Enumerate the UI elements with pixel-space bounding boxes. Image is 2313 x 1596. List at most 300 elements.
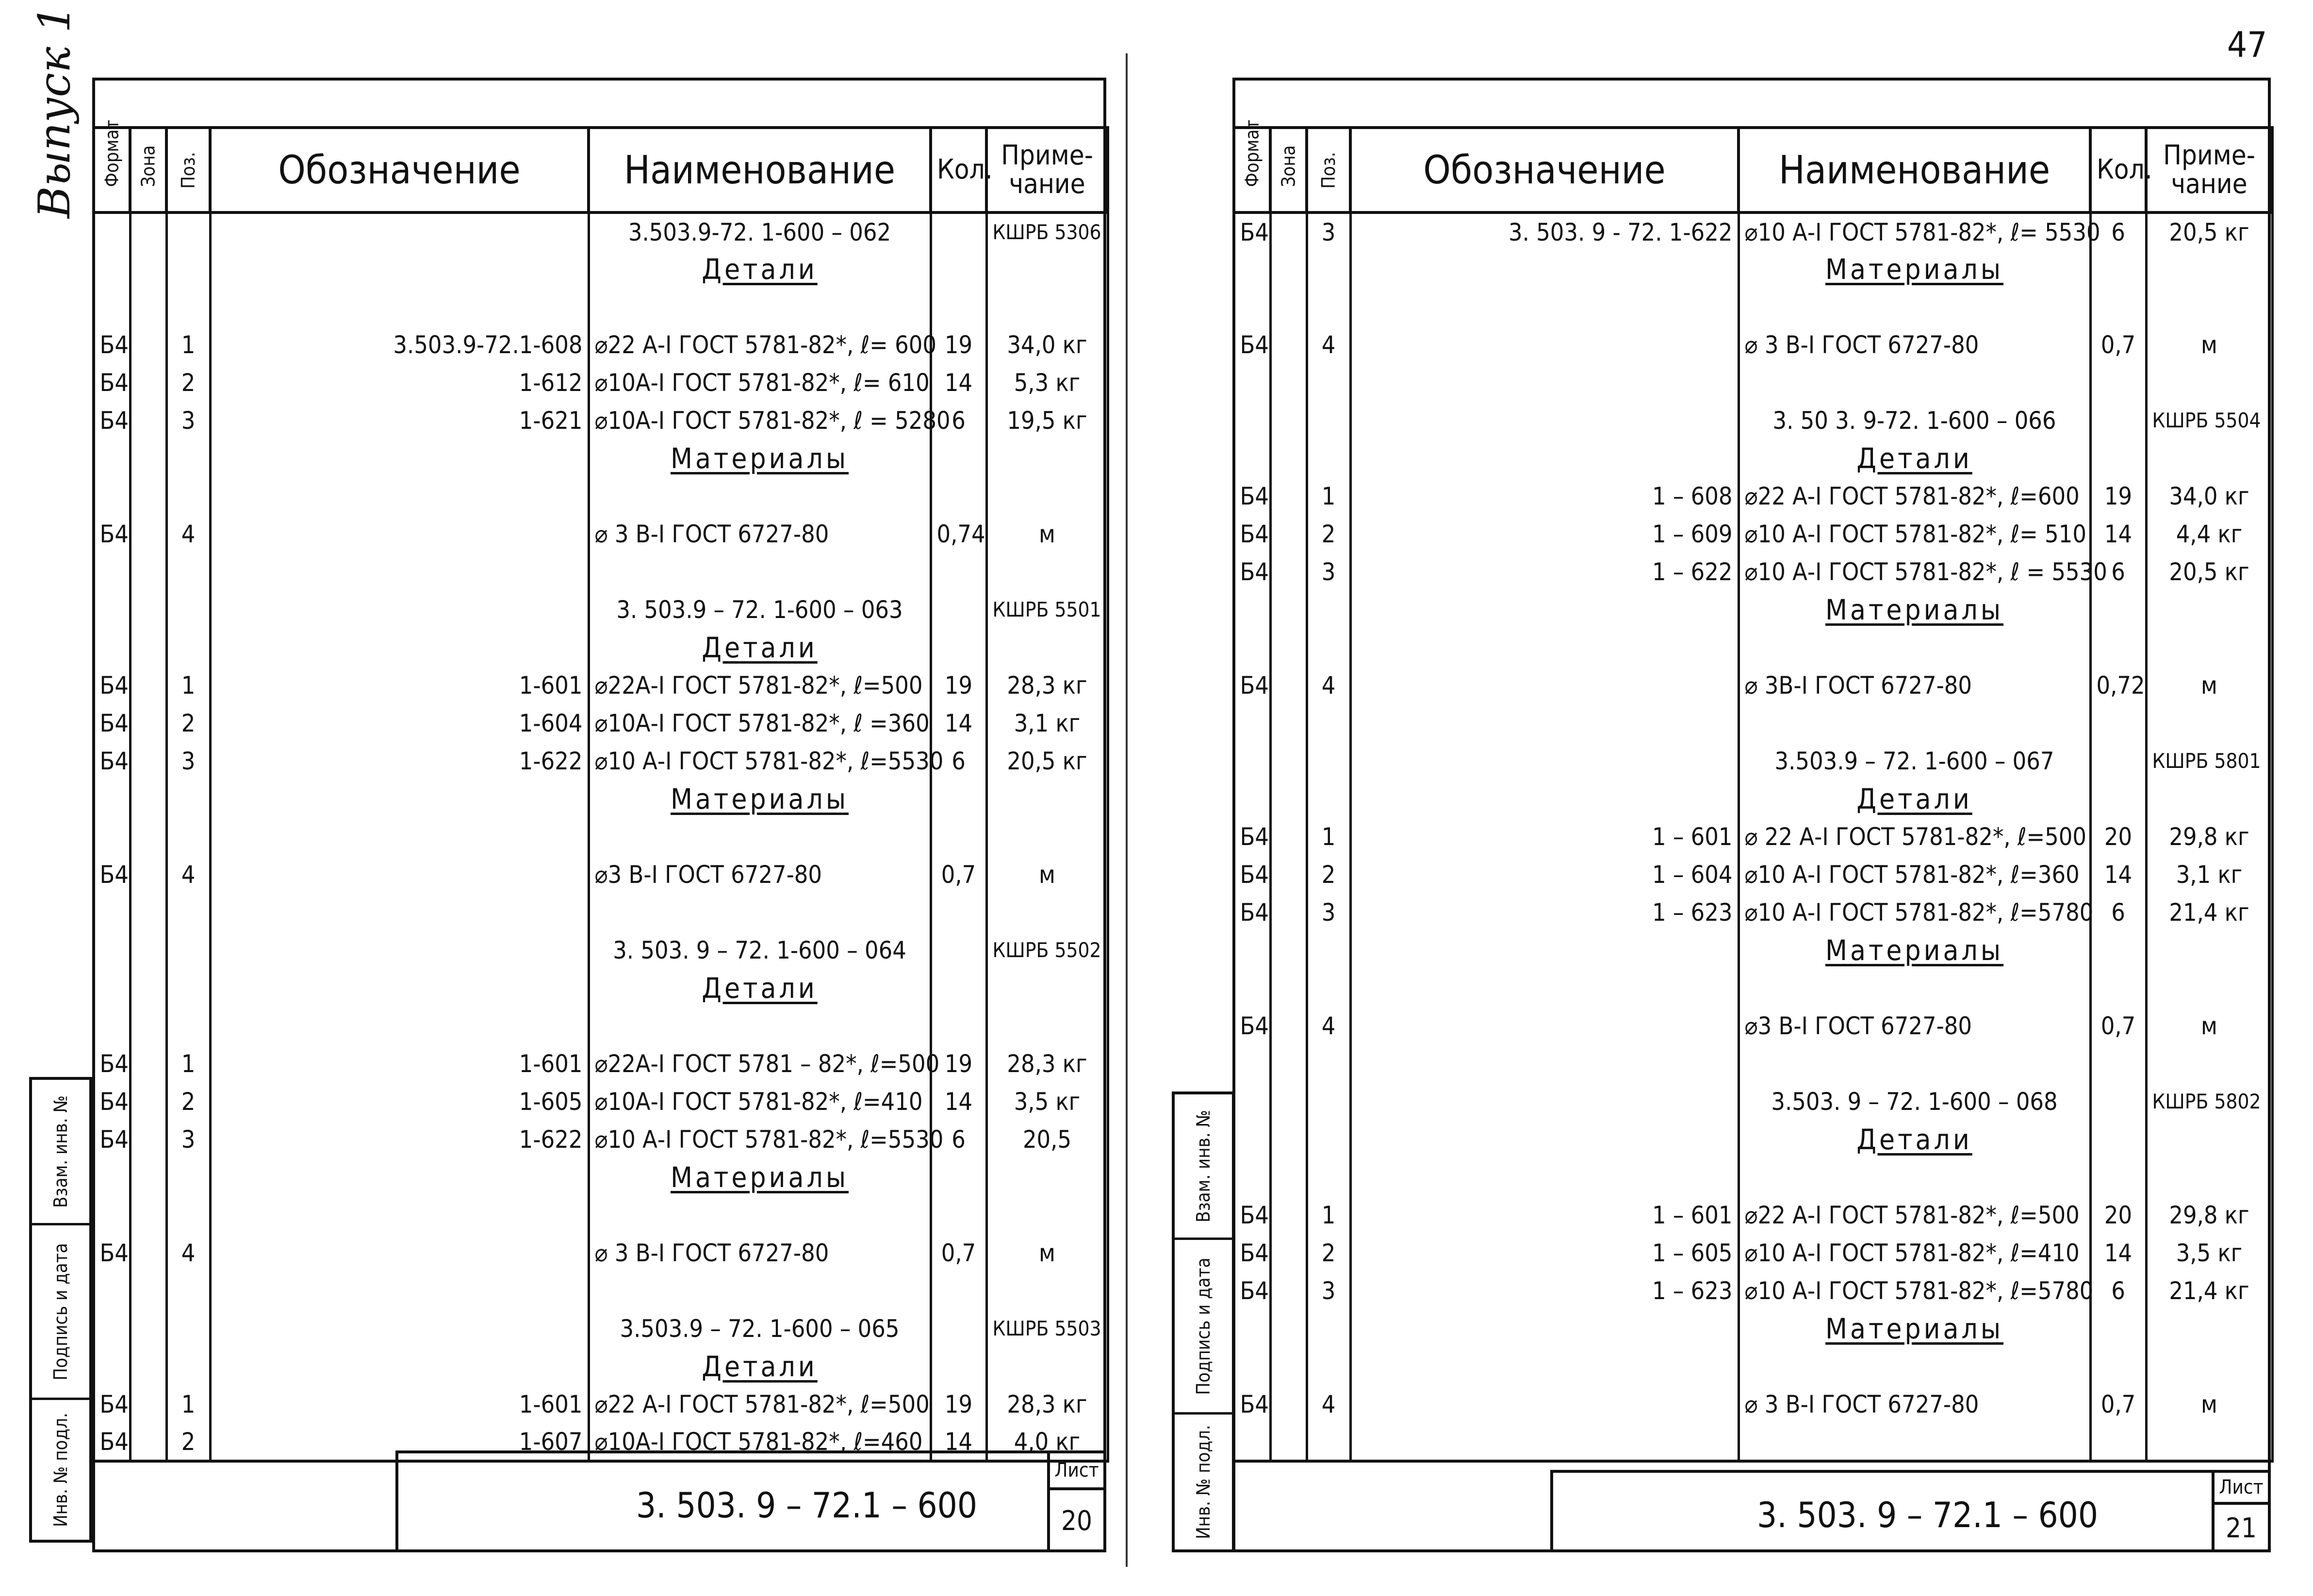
designation-cell	[1350, 667, 1739, 704]
zone-cell	[1270, 856, 1307, 894]
designation-cell	[1350, 402, 1739, 440]
zone-cell	[1270, 629, 1307, 667]
pos-cell: 2	[166, 1083, 210, 1121]
pos-cell	[1307, 629, 1350, 667]
zone-cell	[130, 515, 166, 553]
col-name-header: Наименование	[589, 128, 931, 212]
pos-cell	[166, 288, 210, 326]
format-cell	[1234, 629, 1270, 667]
zone-cell	[130, 553, 166, 591]
spec-row	[94, 667, 1108, 704]
zone-cell	[130, 969, 166, 1007]
section-title: Детали	[702, 972, 818, 1005]
note-cell	[2146, 1121, 2272, 1158]
spec-row	[1234, 969, 2272, 1007]
zone-cell	[130, 894, 166, 931]
qty-cell	[931, 1348, 986, 1385]
spec-row	[1234, 212, 2272, 250]
note-cell	[2146, 250, 2272, 288]
format-cell: Б4	[94, 1121, 130, 1158]
pos-cell	[1307, 288, 1350, 326]
left-sheet-label: Лист	[1047, 1453, 1103, 1490]
left-side-instead-inv: Взам. инв. №	[32, 1080, 89, 1225]
left-side-stamp	[29, 1077, 92, 1543]
qty-cell	[2090, 1045, 2146, 1083]
format-cell: Б4	[1234, 326, 1270, 364]
zone-cell	[130, 742, 166, 780]
format-cell: Б4	[94, 1083, 130, 1121]
spec-row	[1234, 856, 2272, 894]
format-cell	[94, 553, 130, 591]
designation-cell	[1350, 1007, 1739, 1045]
name-cell: ⌀22А-I ГОСТ 5781 – 82*, ℓ=500	[589, 1045, 931, 1083]
section-title: Материалы	[1825, 1312, 2004, 1345]
name-cell: ⌀10А-I ГОСТ 5781-82*, ℓ= 610	[589, 364, 931, 402]
designation-cell: 3.503.9-72.1-608	[210, 326, 589, 364]
note-cell: 3,5 кг	[986, 1083, 1108, 1121]
pos-cell	[166, 894, 210, 931]
zone-cell	[1270, 1310, 1307, 1348]
note-cell: м	[2146, 1385, 2272, 1423]
spec-row	[94, 742, 1108, 780]
zone-cell	[130, 402, 166, 440]
zone-cell	[1270, 591, 1307, 629]
designation-cell: 1 – 608	[1350, 477, 1739, 515]
note-cell	[986, 288, 1108, 326]
name-cell: ⌀10 А-I ГОСТ 5781-82*, ℓ=5780	[1739, 1272, 2090, 1310]
designation-cell: 3. 503. 9 - 72. 1-622	[1350, 212, 1739, 250]
qty-cell: 6	[2090, 1272, 2146, 1310]
pos-cell: 3	[1307, 212, 1350, 250]
name-cell	[1739, 1121, 2090, 1158]
right-sheet-label: Лист	[2212, 1473, 2268, 1505]
page-number: 47	[2227, 24, 2267, 65]
spec-row	[1234, 1158, 2272, 1196]
right-spec-table	[1232, 119, 2274, 1463]
spec-row	[1234, 1385, 2272, 1423]
spec-row	[94, 856, 1108, 894]
name-cell	[589, 969, 931, 1007]
note-cell	[986, 780, 1108, 818]
note-cell: 21,4 кг	[2146, 1272, 2272, 1310]
designation-cell	[1350, 364, 1739, 402]
zone-cell	[1270, 477, 1307, 515]
designation-cell: 1-622	[210, 742, 589, 780]
designation-cell	[210, 1234, 589, 1272]
format-cell: Б4	[1234, 1272, 1270, 1310]
designation-cell: 1-621	[210, 402, 589, 440]
spec-row	[94, 553, 1108, 591]
spec-row	[94, 629, 1108, 667]
name-cell: ⌀ 3 В-I ГОСТ 6727-80	[1739, 326, 2090, 364]
designation-cell	[1350, 326, 1739, 364]
zone-cell	[1270, 1348, 1307, 1385]
designation-cell	[1350, 250, 1739, 288]
section-title: Материалы	[670, 782, 849, 815]
qty-cell	[2090, 402, 2146, 440]
qty-cell: 14	[931, 704, 986, 742]
note-cell: 28,3 кг	[986, 1045, 1108, 1083]
designation-cell	[210, 931, 589, 969]
right-side-instead-inv: Взам. инв. №	[1175, 1094, 1232, 1240]
left-issue-label: Выпуск 1	[29, 5, 80, 218]
qty-cell	[2090, 704, 2146, 742]
qty-cell	[931, 780, 986, 818]
zone-cell	[130, 931, 166, 969]
note-cell: 3,1 кг	[2146, 856, 2272, 894]
format-cell: Б4	[1234, 1385, 1270, 1423]
zone-cell	[130, 667, 166, 704]
note-cell	[986, 818, 1108, 856]
note-cell: м	[2146, 1007, 2272, 1045]
note-cell	[2146, 440, 2272, 477]
section-title: Детали	[702, 631, 818, 664]
note-cell	[986, 1158, 1108, 1196]
zone-cell	[1270, 1272, 1307, 1310]
zone-cell	[130, 704, 166, 742]
format-cell: Б4	[94, 704, 130, 742]
zone-cell	[130, 1272, 166, 1310]
left-stamp-code: 3. 503. 9 – 72.1 – 600	[636, 1485, 978, 1526]
spec-row	[1234, 1196, 2272, 1234]
spec-row	[1234, 1121, 2272, 1158]
zone-cell	[130, 780, 166, 818]
zone-cell	[130, 591, 166, 629]
zone-cell	[1270, 742, 1307, 780]
designation-cell	[210, 969, 589, 1007]
name-cell	[589, 553, 931, 591]
designation-cell	[1350, 931, 1739, 969]
pos-cell	[166, 212, 210, 250]
spec-row	[94, 1045, 1108, 1083]
designation-cell	[210, 1158, 589, 1196]
note-cell: 3,5 кг	[2146, 1234, 2272, 1272]
designation-cell	[210, 1196, 589, 1234]
qty-cell	[931, 477, 986, 515]
qty-cell: 14	[931, 1423, 986, 1461]
qty-cell	[931, 1158, 986, 1196]
name-cell: ⌀10 А-I ГОСТ 5781-82*, ℓ=5780	[1739, 894, 2090, 931]
note-cell: 34,0 кг	[986, 326, 1108, 364]
name-cell	[1739, 704, 2090, 742]
spec-row	[94, 1310, 1108, 1348]
designation-cell	[1350, 1348, 1739, 1385]
spec-row	[1234, 894, 2272, 931]
designation-cell: 1 – 605	[1350, 1234, 1739, 1272]
name-cell	[1739, 440, 2090, 477]
zone-cell	[1270, 780, 1307, 818]
qty-cell	[2090, 288, 2146, 326]
pos-cell: 2	[1307, 515, 1350, 553]
spec-row	[94, 402, 1108, 440]
format-cell	[94, 1158, 130, 1196]
pos-cell: 4	[166, 856, 210, 894]
name-cell: ⌀22А-I ГОСТ 5781-82*, ℓ=500	[589, 667, 931, 704]
spec-row	[94, 288, 1108, 326]
pos-cell: 3	[1307, 894, 1350, 931]
right-sheet-number: 21	[2212, 1505, 2268, 1552]
format-cell: Б4	[1234, 1007, 1270, 1045]
pos-cell: 1	[1307, 477, 1350, 515]
pos-cell	[1307, 250, 1350, 288]
zone-cell	[130, 288, 166, 326]
qty-cell: 0,74	[931, 515, 986, 553]
qty-cell: 0,7	[931, 1234, 986, 1272]
note-cell	[2146, 591, 2272, 629]
zone-cell	[130, 364, 166, 402]
pos-cell	[166, 1348, 210, 1385]
format-cell: Б4	[94, 1423, 130, 1461]
designation-cell	[1350, 591, 1739, 629]
format-cell: Б4	[1234, 667, 1270, 704]
zone-cell	[130, 1423, 166, 1461]
format-cell	[94, 1272, 130, 1310]
zone-cell	[1270, 515, 1307, 553]
qty-cell: 19	[931, 326, 986, 364]
spec-row	[1234, 477, 2272, 515]
note-cell: 19,5 кг	[986, 402, 1108, 440]
zone-cell	[130, 856, 166, 894]
name-cell	[589, 440, 931, 477]
name-cell	[1739, 1045, 2090, 1083]
note-cell: 28,3 кг	[986, 1385, 1108, 1423]
name-cell: ⌀22 А-I ГОСТ 5781-82*, ℓ=500	[589, 1385, 931, 1423]
section-title: Детали	[1856, 1123, 1972, 1156]
note-cell	[986, 969, 1108, 1007]
qty-cell: 6	[931, 742, 986, 780]
zone-cell	[1270, 402, 1307, 440]
note-cell: м	[2146, 326, 2272, 364]
note-cell: КШРБ 5801	[2146, 742, 2272, 780]
format-cell	[94, 969, 130, 1007]
spec-row	[94, 1121, 1108, 1158]
designation-cell: 1 – 622	[1350, 553, 1739, 591]
zone-cell	[1270, 553, 1307, 591]
pos-cell: 3	[1307, 1272, 1350, 1310]
qty-cell	[2090, 629, 2146, 667]
spec-row	[1234, 440, 2272, 477]
pos-cell	[1307, 440, 1350, 477]
qty-cell	[931, 1272, 986, 1310]
note-cell	[2146, 629, 2272, 667]
designation-cell: 1-607	[210, 1423, 589, 1461]
name-cell	[1739, 591, 2090, 629]
name-cell	[589, 250, 931, 288]
designation-cell	[210, 629, 589, 667]
qty-cell	[2090, 1158, 2146, 1196]
format-cell	[94, 440, 130, 477]
pos-cell	[166, 629, 210, 667]
col-zone-header: Зона	[130, 128, 166, 212]
designation-cell	[210, 553, 589, 591]
zone-cell	[130, 1310, 166, 1348]
col-pos-header: Поз.	[1307, 128, 1350, 212]
format-cell	[94, 477, 130, 515]
designation-cell	[1350, 742, 1739, 780]
qty-cell	[2090, 1083, 2146, 1121]
designation-cell	[1350, 1158, 1739, 1196]
format-cell: Б4	[1234, 1196, 1270, 1234]
format-cell: Б4	[94, 742, 130, 780]
pos-cell: 1	[166, 1045, 210, 1083]
designation-cell	[1350, 1385, 1739, 1423]
spec-row	[1234, 1083, 2272, 1121]
note-cell: 34,0 кг	[2146, 477, 2272, 515]
qty-cell: 14	[931, 1083, 986, 1121]
format-cell	[1234, 1348, 1270, 1385]
qty-cell	[931, 818, 986, 856]
format-cell	[1234, 704, 1270, 742]
note-cell	[986, 629, 1108, 667]
designation-cell	[210, 1348, 589, 1385]
pos-cell	[1307, 780, 1350, 818]
format-cell	[1234, 780, 1270, 818]
format-cell	[1234, 1310, 1270, 1348]
designation-cell	[210, 1272, 589, 1310]
designation-cell	[210, 212, 589, 250]
spec-row	[94, 1007, 1108, 1045]
zone-cell	[130, 1196, 166, 1234]
note-cell	[2146, 969, 2272, 1007]
name-cell: ⌀10 А-I ГОСТ 5781-82*, ℓ = 5530	[1739, 553, 2090, 591]
name-cell: ⌀10А-I ГОСТ 5781-82*, ℓ =360	[589, 704, 931, 742]
name-cell	[589, 288, 931, 326]
qty-cell: 6	[931, 1121, 986, 1158]
qty-cell	[931, 629, 986, 667]
pos-cell	[1307, 364, 1350, 402]
name-cell: ⌀22 А-I ГОСТ 5781-82*, ℓ=600	[1739, 477, 2090, 515]
designation-cell	[1350, 780, 1739, 818]
spec-row	[94, 515, 1108, 553]
qty-cell	[931, 894, 986, 931]
designation-cell: 1-604	[210, 704, 589, 742]
qty-cell	[2090, 440, 2146, 477]
note-cell	[2146, 780, 2272, 818]
pos-cell	[1307, 1348, 1350, 1385]
name-cell	[589, 1348, 931, 1385]
spec-row	[1234, 1272, 2272, 1310]
pos-cell	[166, 818, 210, 856]
section-title: Материалы	[670, 1161, 849, 1194]
designation-cell	[1350, 1045, 1739, 1083]
zone-cell	[1270, 1158, 1307, 1196]
name-cell	[1739, 1158, 2090, 1196]
note-cell	[2146, 1348, 2272, 1385]
qty-cell	[2090, 969, 2146, 1007]
designation-cell: 1 – 623	[1350, 1272, 1739, 1310]
qty-cell	[2090, 1348, 2146, 1385]
zone-cell	[130, 818, 166, 856]
zone-cell	[1270, 704, 1307, 742]
note-cell	[986, 477, 1108, 515]
spec-row	[94, 1083, 1108, 1121]
zone-cell	[130, 250, 166, 288]
pos-cell: 4	[1307, 326, 1350, 364]
qty-cell	[2090, 591, 2146, 629]
spec-row	[94, 591, 1108, 629]
qty-cell	[2090, 250, 2146, 288]
format-cell	[1234, 440, 1270, 477]
pos-cell: 4	[1307, 667, 1350, 704]
pos-cell	[1307, 402, 1350, 440]
note-cell	[986, 250, 1108, 288]
zone-cell	[1270, 364, 1307, 402]
spec-row	[94, 969, 1108, 1007]
designation-cell	[1350, 440, 1739, 477]
name-cell	[589, 1007, 931, 1045]
name-cell: 3. 50 3. 9-72. 1-600 – 066	[1739, 402, 2090, 440]
name-cell	[589, 1196, 931, 1234]
name-cell: ⌀10А-I ГОСТ 5781-82*, ℓ=460	[589, 1423, 931, 1461]
pos-cell	[166, 1007, 210, 1045]
designation-cell	[210, 591, 589, 629]
pos-cell: 4	[1307, 1385, 1350, 1423]
spec-row	[94, 1196, 1108, 1234]
pos-cell: 4	[166, 515, 210, 553]
col-note-header: Приме- чание	[2146, 128, 2272, 212]
zone-cell	[130, 629, 166, 667]
note-cell	[986, 894, 1108, 931]
name-cell: ⌀ 3В-I ГОСТ 6727-80	[1739, 667, 2090, 704]
format-cell	[1234, 1045, 1270, 1083]
designation-cell	[210, 288, 589, 326]
pos-cell	[166, 553, 210, 591]
section-title: Материалы	[1825, 934, 2004, 967]
pos-cell: 1	[166, 1385, 210, 1423]
designation-cell: 1-601	[210, 1045, 589, 1083]
qty-cell	[931, 931, 986, 969]
spec-row	[94, 250, 1108, 288]
name-cell: ⌀3 В-I ГОСТ 6727-80	[589, 856, 931, 894]
format-cell: Б4	[94, 326, 130, 364]
col-format-header: Формат	[94, 128, 130, 212]
pos-cell: 2	[166, 704, 210, 742]
col-qty-header: Кол.	[931, 128, 986, 212]
spec-row	[1234, 1348, 2272, 1385]
qty-cell: 6	[931, 402, 986, 440]
pos-cell: 2	[1307, 1234, 1350, 1272]
format-cell	[94, 212, 130, 250]
format-cell	[1234, 742, 1270, 780]
pos-cell	[166, 1196, 210, 1234]
spec-row	[94, 212, 1108, 250]
col-zone-header: Зона	[1270, 128, 1307, 212]
note-cell: КШРБ 5501	[986, 591, 1108, 629]
format-cell	[1234, 364, 1270, 402]
note-cell	[2146, 1423, 2272, 1461]
qty-cell	[931, 591, 986, 629]
format-cell: Б4	[94, 364, 130, 402]
format-cell: Б4	[1234, 212, 1270, 250]
spec-row	[1234, 818, 2272, 856]
qty-cell	[931, 553, 986, 591]
zone-cell	[1270, 1196, 1307, 1234]
spec-row	[94, 818, 1108, 856]
designation-cell: 1 – 604	[1350, 856, 1739, 894]
qty-cell	[931, 250, 986, 288]
name-cell: ⌀10А-I ГОСТ 5781-82*, ℓ=410	[589, 1083, 931, 1121]
qty-cell: 0,72	[2090, 667, 2146, 704]
section-title: Материалы	[1825, 593, 2004, 626]
name-cell	[589, 629, 931, 667]
format-cell	[1234, 591, 1270, 629]
section-title: Детали	[1856, 782, 1972, 815]
spec-row	[1234, 629, 2272, 667]
name-cell: ⌀10 А-I ГОСТ 5781-82*, ℓ=410	[1739, 1234, 2090, 1272]
spec-row	[94, 894, 1108, 931]
name-cell	[589, 1158, 931, 1196]
col-pos-header: Поз.	[166, 128, 210, 212]
